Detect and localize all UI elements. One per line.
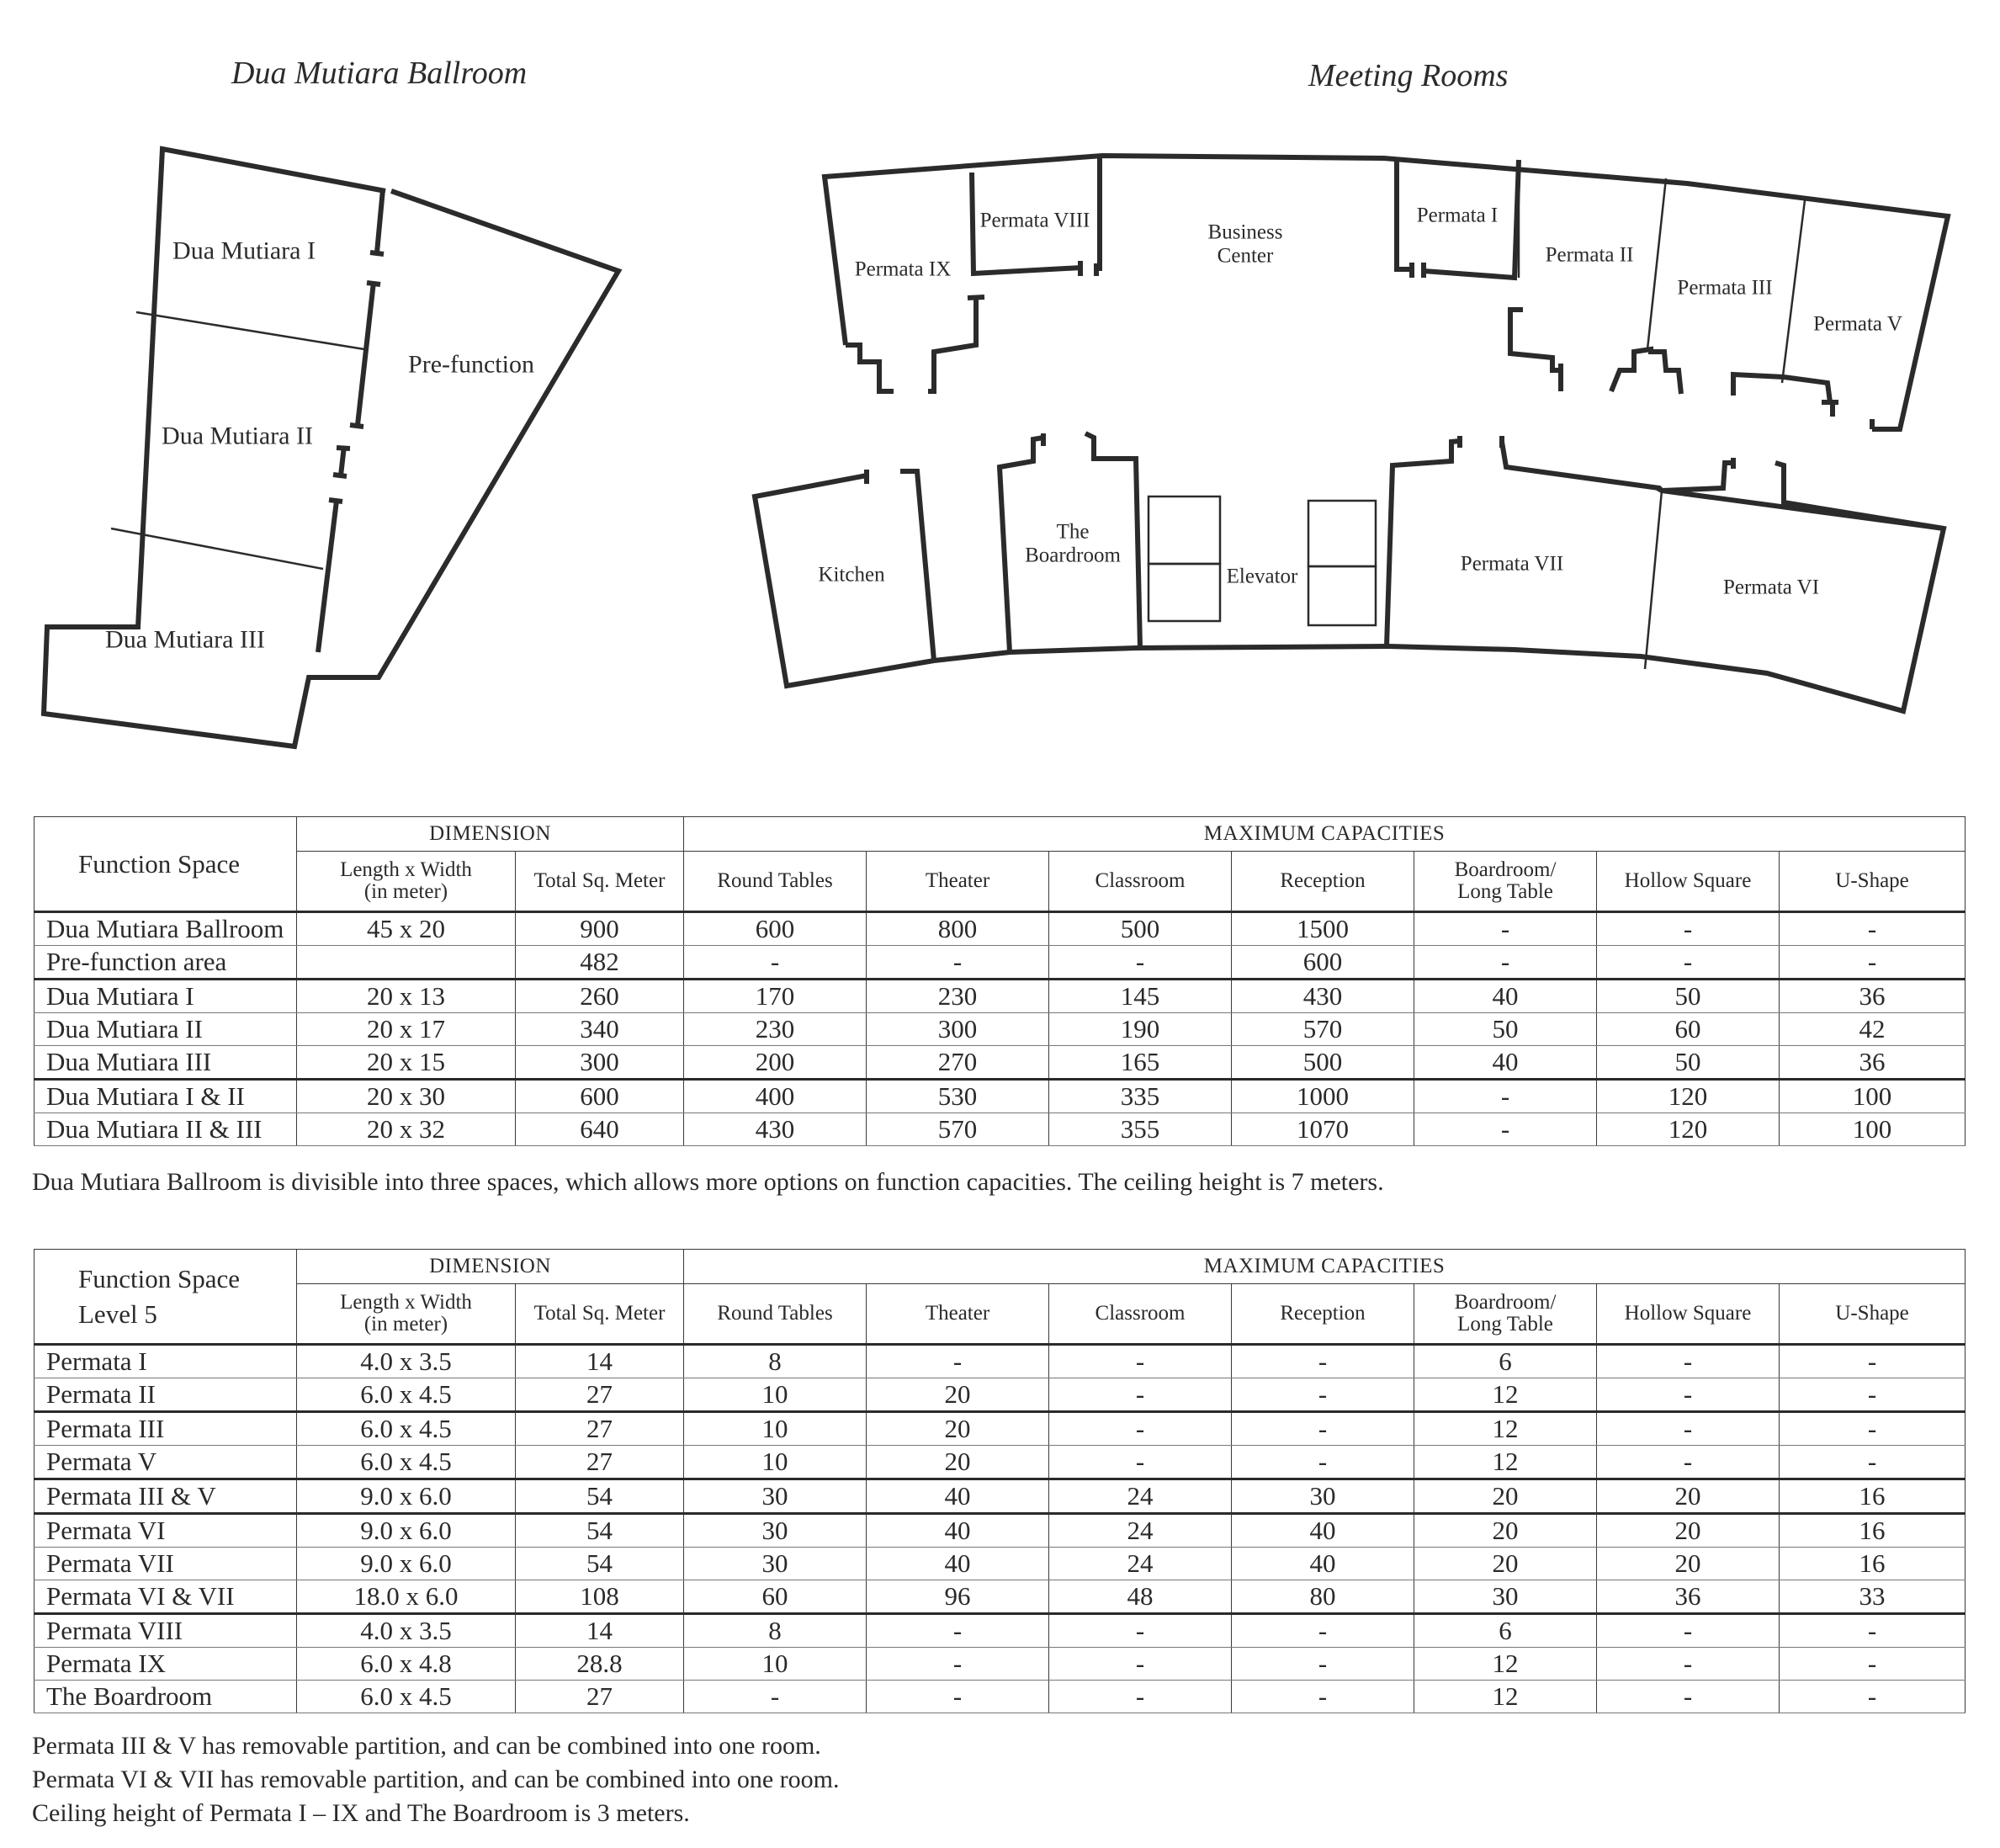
table-cell: 14	[516, 1614, 684, 1648]
table-cell: 6.0 x 4.8	[297, 1648, 516, 1681]
table-cell: 27	[516, 1412, 684, 1446]
table-cell: -	[1780, 1614, 1966, 1648]
table-cell: -	[1780, 1446, 1966, 1479]
table-cell: 1070	[1232, 1113, 1414, 1146]
room-label-permata-vii: Permata VII	[1460, 552, 1564, 576]
table-cell: 500	[1049, 912, 1232, 946]
table-cell: 40	[1414, 1046, 1597, 1080]
hollow-square-header: Hollow Square	[1597, 852, 1780, 912]
ballroom-capacity-table	[34, 816, 1966, 1146]
table-cell: 20 x 17	[297, 1013, 516, 1046]
table-cell: 27	[516, 1378, 684, 1412]
table-cell: 24	[1049, 1548, 1232, 1580]
table-cell: 10	[684, 1412, 867, 1446]
table-cell: -	[1049, 1412, 1232, 1446]
table-cell: 60	[1597, 1013, 1780, 1046]
table-cell: 60	[684, 1580, 867, 1614]
table-cell: 24	[1049, 1514, 1232, 1548]
table-cell: 27	[516, 1681, 684, 1713]
table-cell: 24	[1049, 1479, 1232, 1514]
table-cell: 900	[516, 912, 684, 946]
u-shape-header: U-Shape	[1780, 1284, 1966, 1345]
table-cell: -	[1232, 1378, 1414, 1412]
table-cell: 16	[1780, 1479, 1966, 1514]
table-cell: -	[1780, 1345, 1966, 1378]
table-cell: 20 x 15	[297, 1046, 516, 1080]
table-cell: 16	[1780, 1514, 1966, 1548]
table-cell: 100	[1780, 1113, 1966, 1146]
level5-note-1: Permata III & V has removable partition, and can be combined into one room.	[32, 1732, 821, 1760]
table-cell: -	[1049, 1681, 1232, 1713]
table-cell: 9.0 x 6.0	[297, 1548, 516, 1580]
round-tables-header: Round Tables	[684, 1284, 867, 1345]
table-cell: 20	[867, 1378, 1049, 1412]
table-cell: 30	[1414, 1580, 1597, 1614]
theater-header: Theater	[867, 1284, 1049, 1345]
table-cell: 12	[1414, 1446, 1597, 1479]
table-cell: -	[1232, 1412, 1414, 1446]
table-cell: 400	[684, 1080, 867, 1113]
table-row	[34, 1345, 1966, 1378]
table-cell: -	[1049, 1446, 1232, 1479]
table-cell: -	[1597, 1614, 1780, 1648]
table-row	[34, 1548, 1966, 1580]
table-row	[34, 1378, 1966, 1412]
room-label-elevator: Elevator	[1226, 565, 1298, 588]
table-cell: 20	[1597, 1514, 1780, 1548]
table-cell: -	[1049, 946, 1232, 980]
table-cell: 30	[684, 1548, 867, 1580]
table-row	[34, 1013, 1966, 1046]
table-row	[34, 912, 1966, 946]
table-row	[34, 1514, 1966, 1548]
room-label-permata-viii: Permata VIII	[979, 209, 1090, 232]
table-cell: -	[1780, 1681, 1966, 1713]
table-cell: 50	[1597, 1046, 1780, 1080]
table-cell: 430	[684, 1113, 867, 1146]
table-cell: 1500	[1232, 912, 1414, 946]
table-cell: 260	[516, 980, 684, 1013]
table-row	[34, 1479, 1966, 1514]
hollow-square-header: Hollow Square	[1597, 1284, 1780, 1345]
table-cell: 8	[684, 1614, 867, 1648]
table-cell: 20	[1414, 1548, 1597, 1580]
table-cell: 30	[684, 1479, 867, 1514]
table-cell: 165	[1049, 1046, 1232, 1080]
table-cell: 48	[1049, 1580, 1232, 1614]
table-cell: -	[867, 1614, 1049, 1648]
table-cell: 12	[1414, 1648, 1597, 1681]
table-cell: 18.0 x 6.0	[297, 1580, 516, 1614]
table-cell: -	[867, 1681, 1049, 1713]
table-cell: -	[1049, 1648, 1232, 1681]
level5-note-2: Permata VI & VII has removable partition, and can be combined into one room.	[32, 1766, 840, 1793]
level5-capacity-table	[34, 1249, 1966, 1713]
table-cell: 300	[867, 1013, 1049, 1046]
table-cell: 30	[1232, 1479, 1414, 1514]
function-space-cell: Permata VI	[34, 1514, 297, 1548]
table-cell: 80	[1232, 1580, 1414, 1614]
table-cell: 12	[1414, 1681, 1597, 1713]
table-cell: 16	[1780, 1548, 1966, 1580]
table-cell: 4.0 x 3.5	[297, 1345, 516, 1378]
table-cell: -	[1232, 1446, 1414, 1479]
table-cell: 50	[1414, 1013, 1597, 1046]
table-cell: 600	[684, 912, 867, 946]
function-space-cell: The Boardroom	[34, 1681, 297, 1713]
table-cell: 54	[516, 1514, 684, 1548]
ballroom-capacity-rows	[34, 912, 1966, 1146]
room-label-dua-mutiara-i: Dua Mutiara I	[172, 236, 316, 265]
table-cell: 40	[867, 1548, 1049, 1580]
table-cell: 10	[684, 1446, 867, 1479]
length-width-header: Length x Width (in meter)	[297, 1284, 516, 1345]
length-width-header: Length x Width (in meter)	[297, 852, 516, 912]
ballroom-floorplan	[44, 149, 618, 746]
table-row	[34, 1648, 1966, 1681]
table-cell: 33	[1780, 1580, 1966, 1614]
dimension-header: DIMENSION	[297, 1250, 684, 1284]
table-row	[34, 1580, 1966, 1614]
table-row	[34, 1412, 1966, 1446]
table-cell: 36	[1597, 1580, 1780, 1614]
room-label-pre-function: Pre-function	[408, 350, 534, 379]
table-cell: -	[1780, 946, 1966, 980]
table-cell: -	[1597, 1648, 1780, 1681]
function-space-cell: Dua Mutiara III	[34, 1046, 297, 1080]
table-cell: 200	[684, 1046, 867, 1080]
total-sqm-header: Total Sq. Meter	[516, 852, 684, 912]
u-shape-header: U-Shape	[1780, 852, 1966, 912]
function-space-cell: Dua Mutiara Ballroom	[34, 912, 297, 946]
table-cell: -	[1414, 912, 1597, 946]
table-cell: 40	[1232, 1514, 1414, 1548]
table-cell: 270	[867, 1046, 1049, 1080]
boardroom-long-table-header: Boardroom/ Long Table	[1414, 852, 1597, 912]
table-cell: 6.0 x 4.5	[297, 1681, 516, 1713]
table-cell: 170	[684, 980, 867, 1013]
room-label-kitchen: Kitchen	[818, 563, 885, 587]
table-cell: 600	[1232, 946, 1414, 980]
table-cell: 27	[516, 1446, 684, 1479]
table-cell: 6.0 x 4.5	[297, 1412, 516, 1446]
table-cell: 20	[1414, 1514, 1597, 1548]
table-cell: -	[1232, 1681, 1414, 1713]
function-space-cell: Pre-function area	[34, 946, 297, 980]
table-cell: 54	[516, 1548, 684, 1580]
function-space-cell: Permata IX	[34, 1648, 297, 1681]
table-cell: 36	[1780, 980, 1966, 1013]
reception-header: Reception	[1232, 1284, 1414, 1345]
table-cell: 50	[1597, 980, 1780, 1013]
table-cell: 1000	[1232, 1080, 1414, 1113]
table-cell: 28.8	[516, 1648, 684, 1681]
table-cell: 10	[684, 1378, 867, 1412]
function-space-header: Function Space	[34, 817, 297, 912]
table-cell: -	[867, 1345, 1049, 1378]
table-cell: -	[1597, 1345, 1780, 1378]
table-row	[34, 1681, 1966, 1713]
table-cell: 9.0 x 6.0	[297, 1479, 516, 1514]
table-row	[34, 980, 1966, 1013]
table-cell: -	[1780, 1412, 1966, 1446]
function-space-cell: Dua Mutiara II	[34, 1013, 297, 1046]
table-cell: -	[1780, 912, 1966, 946]
room-label-permata-v: Permata V	[1813, 312, 1902, 336]
table-cell: 12	[1414, 1412, 1597, 1446]
table-cell: -	[1597, 1446, 1780, 1479]
table-cell: -	[1597, 1681, 1780, 1713]
room-label-permata-ii: Permata II	[1545, 243, 1634, 267]
floor-plan-drawing	[0, 0, 2000, 757]
room-label-dua-mutiara-iii: Dua Mutiara III	[105, 625, 265, 654]
function-space-cell: Permata III	[34, 1412, 297, 1446]
table-cell: 600	[516, 1080, 684, 1113]
table-cell: 6.0 x 4.5	[297, 1378, 516, 1412]
table-row	[34, 1614, 1966, 1648]
table-cell: 20 x 30	[297, 1080, 516, 1113]
table-cell: 6	[1414, 1345, 1597, 1378]
table-cell: 430	[1232, 980, 1414, 1013]
table-cell: 230	[684, 1013, 867, 1046]
table-cell: -	[1414, 1113, 1597, 1146]
table-cell: 42	[1780, 1013, 1966, 1046]
function-space-cell: Permata V	[34, 1446, 297, 1479]
boardroom-long-table-header: Boardroom/ Long Table	[1414, 1284, 1597, 1345]
dimension-header: DIMENSION	[297, 817, 684, 852]
function-space-cell: Permata VI & VII	[34, 1580, 297, 1614]
table-cell: -	[1597, 1378, 1780, 1412]
room-label-permata-vi: Permata VI	[1722, 576, 1820, 599]
meeting-rooms-bottom-floorplan	[755, 433, 1944, 711]
table-row	[34, 1446, 1966, 1479]
round-tables-header: Round Tables	[684, 852, 867, 912]
function-space-cell: Dua Mutiara I	[34, 980, 297, 1013]
table-cell: 570	[867, 1113, 1049, 1146]
function-space-cell: Permata VII	[34, 1548, 297, 1580]
table-cell: -	[1414, 946, 1597, 980]
table-cell: 355	[1049, 1113, 1232, 1146]
table-cell: 482	[516, 946, 684, 980]
table-cell: 36	[1780, 1046, 1966, 1080]
table-cell: -	[1049, 1614, 1232, 1648]
table-row	[34, 946, 1966, 980]
table-cell: 800	[867, 912, 1049, 946]
table-cell: 40	[867, 1479, 1049, 1514]
function-space-cell: Permata I	[34, 1345, 297, 1378]
function-space-level5-header: Function Space Level 5	[34, 1250, 297, 1345]
meeting-rooms-plan-title: Meeting Rooms	[1308, 58, 1509, 93]
table-cell: 100	[1780, 1080, 1966, 1113]
table-cell: 120	[1597, 1080, 1780, 1113]
table-row	[34, 1113, 1966, 1146]
table-cell: 530	[867, 1080, 1049, 1113]
total-sqm-header: Total Sq. Meter	[516, 1284, 684, 1345]
room-label-business-center: Business Center	[1207, 220, 1283, 267]
table-cell: -	[684, 1681, 867, 1713]
max-capacities-header: MAXIMUM CAPACITIES	[684, 1250, 1966, 1284]
table-cell: -	[1232, 1614, 1414, 1648]
function-space-cell: Permata II	[34, 1378, 297, 1412]
table-cell: 20	[1414, 1479, 1597, 1514]
table-cell: 20 x 13	[297, 980, 516, 1013]
function-space-cell: Permata III & V	[34, 1479, 297, 1514]
table-cell: -	[1597, 1412, 1780, 1446]
table-cell: 54	[516, 1479, 684, 1514]
table-cell: -	[684, 946, 867, 980]
function-space-cell: Dua Mutiara I & II	[34, 1080, 297, 1113]
classroom-header: Classroom	[1049, 1284, 1232, 1345]
table-cell: 335	[1049, 1080, 1232, 1113]
table-cell: 570	[1232, 1013, 1414, 1046]
level5-capacity-rows	[34, 1345, 1966, 1713]
table-cell: 145	[1049, 980, 1232, 1013]
function-space-cell: Dua Mutiara II & III	[34, 1113, 297, 1146]
table-cell: 4.0 x 3.5	[297, 1614, 516, 1648]
table-cell: 12	[1414, 1378, 1597, 1412]
table-cell: 300	[516, 1046, 684, 1080]
table-cell: 40	[1414, 980, 1597, 1013]
table-cell	[297, 946, 516, 980]
theater-header: Theater	[867, 852, 1049, 912]
table-cell: -	[1049, 1345, 1232, 1378]
table-cell: 6.0 x 4.5	[297, 1446, 516, 1479]
table-cell: 6	[1414, 1614, 1597, 1648]
table-cell: 9.0 x 6.0	[297, 1514, 516, 1548]
table-cell: -	[1780, 1648, 1966, 1681]
table-cell: 340	[516, 1013, 684, 1046]
table-cell: 96	[867, 1580, 1049, 1614]
room-label-dua-mutiara-ii: Dua Mutiara II	[162, 422, 313, 450]
max-capacities-header: MAXIMUM CAPACITIES	[684, 817, 1966, 852]
table-cell: 500	[1232, 1046, 1414, 1080]
table-cell: 20	[867, 1446, 1049, 1479]
function-space-cell: Permata VIII	[34, 1614, 297, 1648]
table-cell: 30	[684, 1514, 867, 1548]
table-row	[34, 1080, 1966, 1113]
table-cell: 230	[867, 980, 1049, 1013]
level5-note-3: Ceiling height of Permata I – IX and The Boardroom is 3 meters.	[32, 1799, 690, 1827]
table-cell: -	[1780, 1378, 1966, 1412]
ballroom-note: Dua Mutiara Ballroom is divisible into three spaces, which allows more options on function capacities. The ceiling height is 7 meters.	[32, 1168, 1384, 1196]
table-cell: 14	[516, 1345, 684, 1378]
reception-header: Reception	[1232, 852, 1414, 912]
ballroom-plan-title: Dua Mutiara Ballroom	[231, 56, 528, 91]
table-cell: -	[1049, 1378, 1232, 1412]
table-cell: -	[1597, 946, 1780, 980]
table-cell: 20	[1597, 1548, 1780, 1580]
table-cell: -	[1597, 912, 1780, 946]
table-cell: 40	[1232, 1548, 1414, 1580]
table-cell: 190	[1049, 1013, 1232, 1046]
table-cell: 120	[1597, 1113, 1780, 1146]
table-cell: 45 x 20	[297, 912, 516, 946]
table-cell: 20 x 32	[297, 1113, 516, 1146]
table-cell: -	[1232, 1648, 1414, 1681]
table-cell: 10	[684, 1648, 867, 1681]
room-label-permata-i: Permata I	[1416, 204, 1499, 227]
table-cell: 8	[684, 1345, 867, 1378]
meeting-rooms-top-floorplan	[825, 156, 1948, 429]
table-cell: 40	[867, 1514, 1049, 1548]
room-label-permata-ix: Permata IX	[854, 258, 952, 281]
table-cell: -	[1232, 1345, 1414, 1378]
table-row	[34, 1046, 1966, 1080]
table-cell: 20	[867, 1412, 1049, 1446]
table-cell: 20	[1597, 1479, 1780, 1514]
table-cell: -	[867, 1648, 1049, 1681]
table-cell: -	[1414, 1080, 1597, 1113]
classroom-header: Classroom	[1049, 852, 1232, 912]
table-cell: -	[867, 946, 1049, 980]
room-label-permata-iii: Permata III	[1677, 276, 1773, 300]
table-cell: 640	[516, 1113, 684, 1146]
room-label-boardroom: The Boardroom	[1025, 520, 1121, 566]
table-cell: 108	[516, 1580, 684, 1614]
